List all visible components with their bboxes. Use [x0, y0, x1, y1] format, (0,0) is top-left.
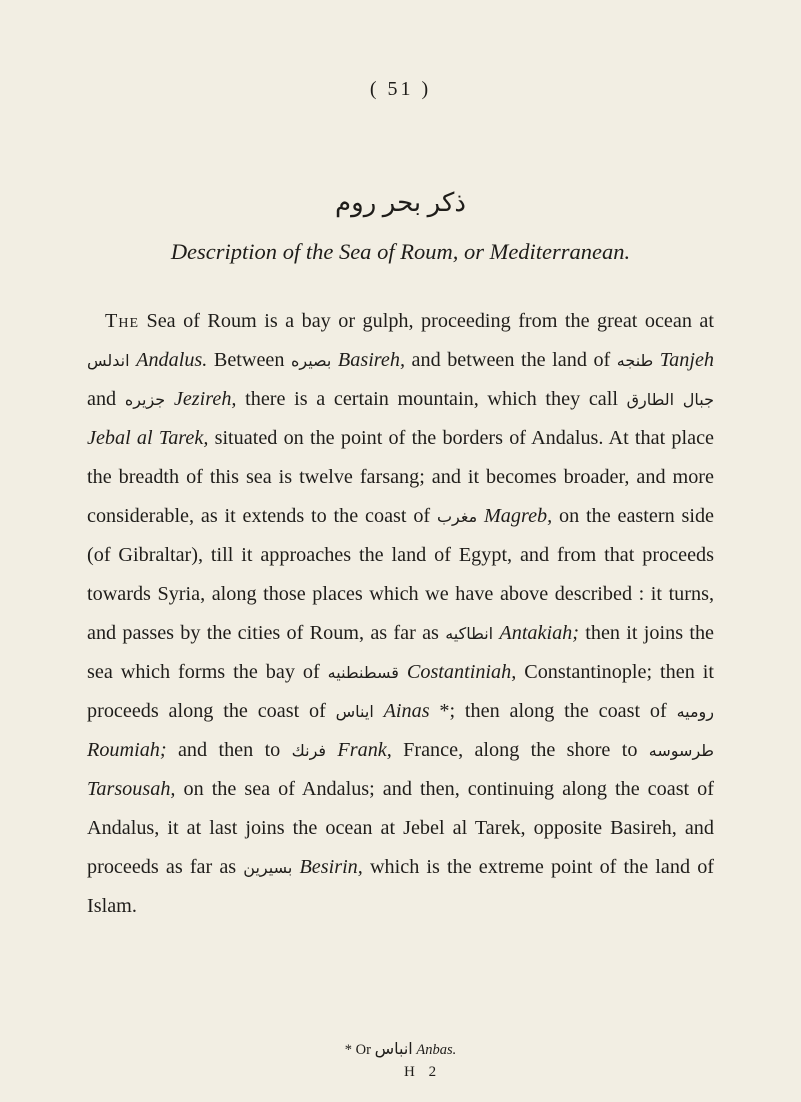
- transliteration: Frank,: [337, 739, 392, 761]
- transliteration: Andalus.: [136, 349, 208, 371]
- title-part: Roum, or Mediterranean.: [400, 239, 631, 264]
- arabic-term: جزيره: [124, 390, 166, 409]
- text-run: Sea of Roum is a bay or gulph, proceeding from the great ocean at: [139, 310, 714, 332]
- text-run: and: [87, 388, 125, 410]
- title-part: of the: [277, 239, 339, 264]
- transliteration: Costantiniah,: [406, 661, 517, 683]
- arabic-term: ايناس: [335, 702, 374, 721]
- arabic-term: طرسوسه: [648, 741, 715, 760]
- transliteration: Basireh,: [337, 349, 406, 371]
- arabic-term: جبال الطارق: [626, 390, 715, 409]
- title-part: Sea: [338, 239, 372, 264]
- signature-mark: H 2: [404, 1064, 442, 1080]
- arabic-term: قسطنطنيه: [327, 663, 399, 682]
- transliteration: Antakiah;: [499, 622, 579, 644]
- arabic-term: انباس: [374, 1039, 413, 1058]
- arabic-term: اندلس: [87, 351, 130, 370]
- transliteration: Jezireh,: [173, 388, 237, 410]
- paragraph: [87, 302, 714, 926]
- transliteration: Tarsousah,: [87, 778, 176, 800]
- title-part: of: [371, 239, 401, 264]
- transliteration: Roumiah;: [87, 739, 167, 761]
- chapter-title: [0, 239, 801, 265]
- arabic-term: روميه: [676, 702, 714, 721]
- text-run: France, along the shore to: [391, 739, 649, 761]
- title-part: Description: [170, 239, 278, 264]
- opening-word: The: [105, 310, 139, 332]
- text-run: then it joins the sea which forms the bay of: [87, 622, 714, 683]
- transliteration: Tanjeh: [659, 349, 715, 371]
- arabic-term: طنجه: [616, 351, 654, 370]
- text-run: situated on the point of the borders of Andalus. At that place the breadth of this sea is twelve farsang; and it becomes broader, and more considerable, as it extends to the coast of: [87, 427, 714, 527]
- transliteration: Magreb,: [483, 505, 553, 527]
- text-run: and then to: [166, 739, 292, 761]
- text-run: and between the land of: [405, 349, 617, 371]
- text-run: on the sea of Andalus; and then, continuing along the coast of Andalus, it at last joins the ocean at Jebel al Tarek, opposite Basireh, and proceeds as far as: [87, 778, 714, 878]
- text-run: on the eastern side (of Gibraltar), till it approaches the land of Egypt, and from that proceeds towards Syria, along those places which we have above described : it turns, and passes by the cities of Roum, as far as: [87, 505, 715, 644]
- text-run: there is a certain mountain, which they call: [236, 388, 627, 410]
- transliteration: Besirin,: [299, 856, 363, 878]
- transliteration: Ainas: [383, 700, 430, 722]
- text-run: Between: [207, 349, 291, 371]
- page-number: ( 51 ): [369, 78, 432, 100]
- body-paragraph: [87, 302, 714, 926]
- text-run: which is the extreme point of the land of Islam.: [87, 856, 715, 917]
- footnote: [0, 1039, 801, 1059]
- transliteration: Jebal al Tarek,: [87, 427, 209, 449]
- arabic-term: مغرب: [436, 507, 478, 526]
- transliteration: Anbas.: [412, 1042, 457, 1058]
- arabic-term: بسيرين: [243, 858, 293, 877]
- arabic-heading: ذکر بحر روم: [335, 188, 466, 217]
- text-run: *; then along the coast of: [429, 700, 677, 722]
- footnote-marker: * Or: [344, 1042, 375, 1058]
- arabic-term: انطاكيه: [445, 624, 494, 643]
- arabic-term: بصيره: [291, 351, 332, 370]
- arabic-term: فرنك: [291, 741, 327, 760]
- text-run: Constantinople; then it proceeds along the coast of: [87, 661, 715, 722]
